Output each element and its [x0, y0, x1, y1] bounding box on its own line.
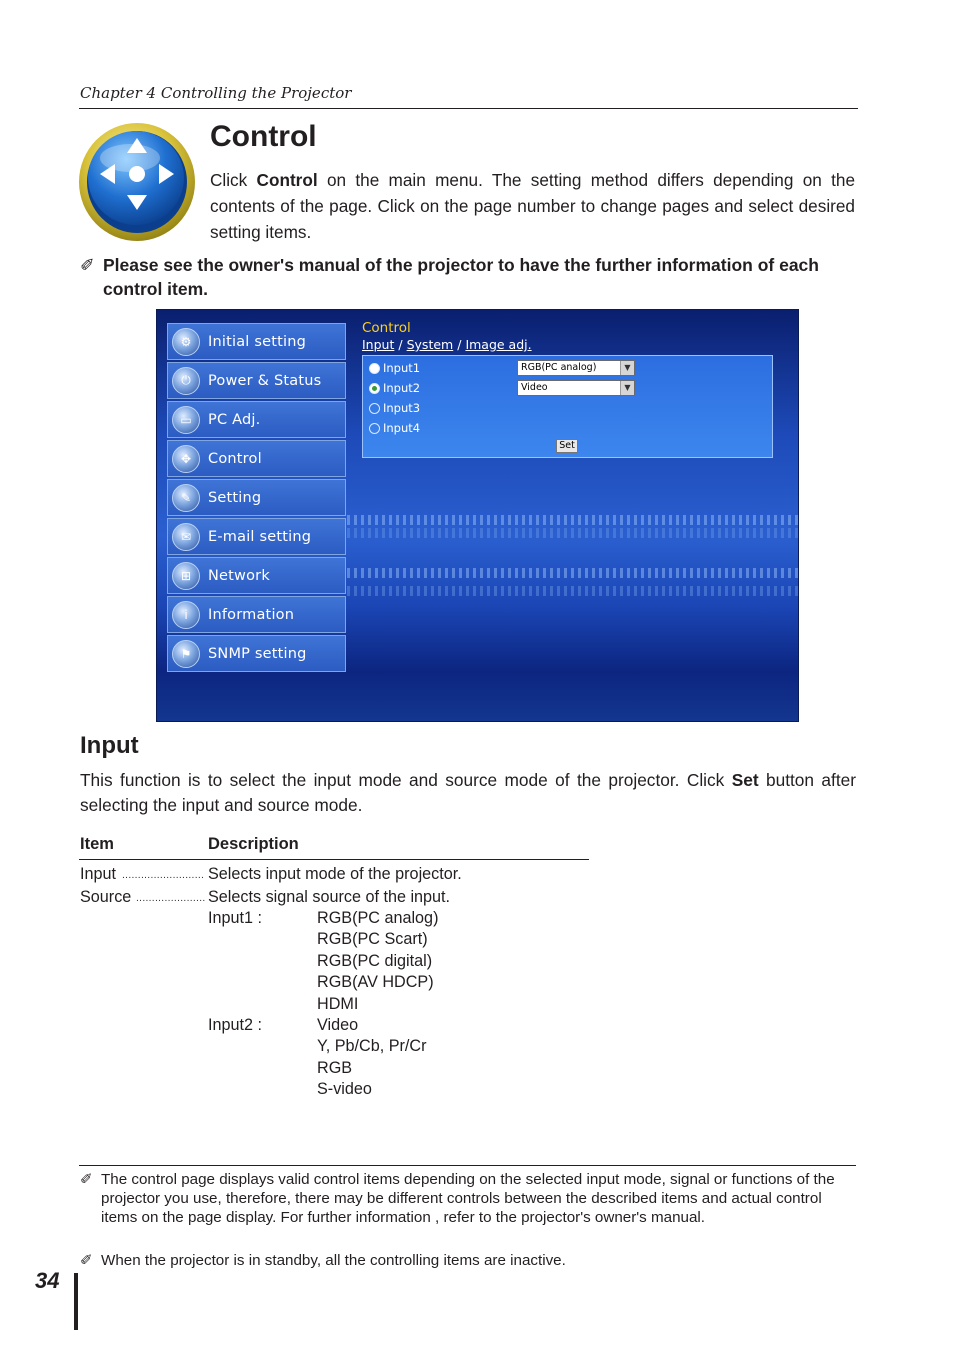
info-icon: i	[172, 601, 200, 629]
input-description: This function is to select the input mode and source mode of the projector. Click Set button after selecting the input and source mode.	[80, 770, 857, 815]
table-item-input: Input	[80, 865, 117, 883]
panel-title: Control	[362, 320, 411, 336]
menu-item-setting[interactable]: ✎ Setting	[167, 479, 346, 516]
radio-input2[interactable]: Input2	[369, 380, 420, 396]
radio-button[interactable]	[369, 403, 380, 414]
input1-label: Input1 :	[208, 909, 263, 927]
input-form	[362, 355, 773, 458]
set-button[interactable]: Set	[556, 439, 578, 453]
list-item: RGB	[317, 1058, 353, 1077]
menu-item-email-setting[interactable]: ✉ E-mail setting	[167, 518, 346, 555]
source-select-input1[interactable]: RGB(PC analog) ▼	[517, 360, 635, 376]
decorative-band	[347, 586, 798, 596]
chevron-down-icon: ▼	[620, 361, 634, 375]
dpad-icon: ✥	[172, 445, 200, 473]
input-heading: Input	[80, 732, 139, 759]
footnote-rule	[79, 1165, 856, 1166]
decorative-band	[347, 568, 798, 578]
list-item: RGB(AV HDCP)	[317, 972, 434, 991]
input1-source-list	[317, 908, 438, 1015]
wrench-icon: ✎	[172, 484, 200, 512]
pencil-icon: ✐	[80, 1252, 93, 1269]
column-header-description: Description	[208, 835, 299, 853]
chapter-header: Chapter 4 Controlling the Projector	[80, 84, 352, 102]
pencil-icon: ✐	[80, 1171, 93, 1188]
pencil-icon: ✐	[80, 255, 95, 275]
menu-item-initial-setting[interactable]: ⚙ Initial setting	[167, 323, 346, 360]
menu-item-network[interactable]: ⊞ Network	[167, 557, 346, 594]
mail-icon: ✉	[172, 523, 200, 551]
snmp-icon: ⚑	[172, 640, 200, 668]
menu-item-pc-adj[interactable]: ▭ PC Adj.	[167, 401, 346, 438]
list-item: Video	[317, 1016, 359, 1034]
leader-dots: ......................	[136, 894, 206, 904]
list-item: RGB(PC Scart)	[317, 930, 428, 949]
tab-system[interactable]: System	[406, 337, 454, 352]
tab-input[interactable]: Input	[362, 337, 395, 352]
panel-tabs: Input / System / Image adj.	[362, 337, 532, 352]
menu-item-power-status[interactable]: ⏻ Power & Status	[167, 362, 346, 399]
menu-item-snmp-setting[interactable]: ⚑ SNMP setting	[167, 635, 346, 672]
radio-input3[interactable]: Input3	[369, 400, 420, 416]
table-rule	[79, 859, 589, 860]
menu-item-information[interactable]: i Information	[167, 596, 346, 633]
input2-source-list	[317, 1015, 426, 1100]
note-text: Please see the owner's manual of the projector to have the further information of each control item.	[103, 255, 819, 299]
table-desc-source: Selects signal source of the input.	[208, 888, 451, 906]
list-item: RGB(PC analog)	[317, 909, 439, 927]
intro-paragraph: Click Control on the main menu. The setting method differs depending on the contents of the page. Click on the page number to change pages and select desired setting items.	[210, 170, 855, 242]
main-menu	[167, 323, 346, 674]
power-icon: ⏻	[172, 367, 200, 395]
dpad-icon	[78, 122, 196, 242]
radio-input1[interactable]: Input1	[369, 360, 420, 376]
note	[80, 253, 860, 299]
page-number: 34	[35, 1268, 60, 1293]
leader-dots: ..........................	[122, 871, 205, 881]
monitor-icon: ▭	[172, 406, 200, 434]
source-select-input2[interactable]: Video ▼	[517, 380, 635, 396]
header-rule	[79, 108, 858, 109]
gear-icon: ⚙	[172, 328, 200, 356]
radio-input4[interactable]: Input4	[369, 420, 420, 436]
network-icon: ⊞	[172, 562, 200, 590]
control-page-screenshot	[156, 309, 799, 722]
column-header-item: Item	[80, 835, 114, 853]
section-title: Control	[210, 120, 317, 153]
table-desc-input: Selects input mode of the projector.	[208, 865, 462, 883]
list-item: S-video	[317, 1079, 372, 1098]
list-item: RGB(PC digital)	[317, 951, 433, 970]
radio-button-selected[interactable]	[369, 383, 380, 394]
decorative-band	[347, 515, 798, 525]
decorative-band	[347, 528, 798, 538]
list-item: Y, Pb/Cb, Pr/Cr	[317, 1037, 427, 1056]
list-item: HDMI	[317, 995, 359, 1014]
menu-item-control[interactable]: ✥ Control	[167, 440, 346, 477]
radio-button[interactable]	[369, 423, 380, 434]
table-item-source: Source	[80, 888, 132, 906]
chevron-down-icon: ▼	[620, 381, 634, 395]
page-bar	[74, 1273, 78, 1330]
radio-button[interactable]	[369, 363, 380, 374]
tab-image-adj[interactable]: Image adj.	[465, 337, 532, 352]
input2-label: Input2 :	[208, 1016, 263, 1034]
